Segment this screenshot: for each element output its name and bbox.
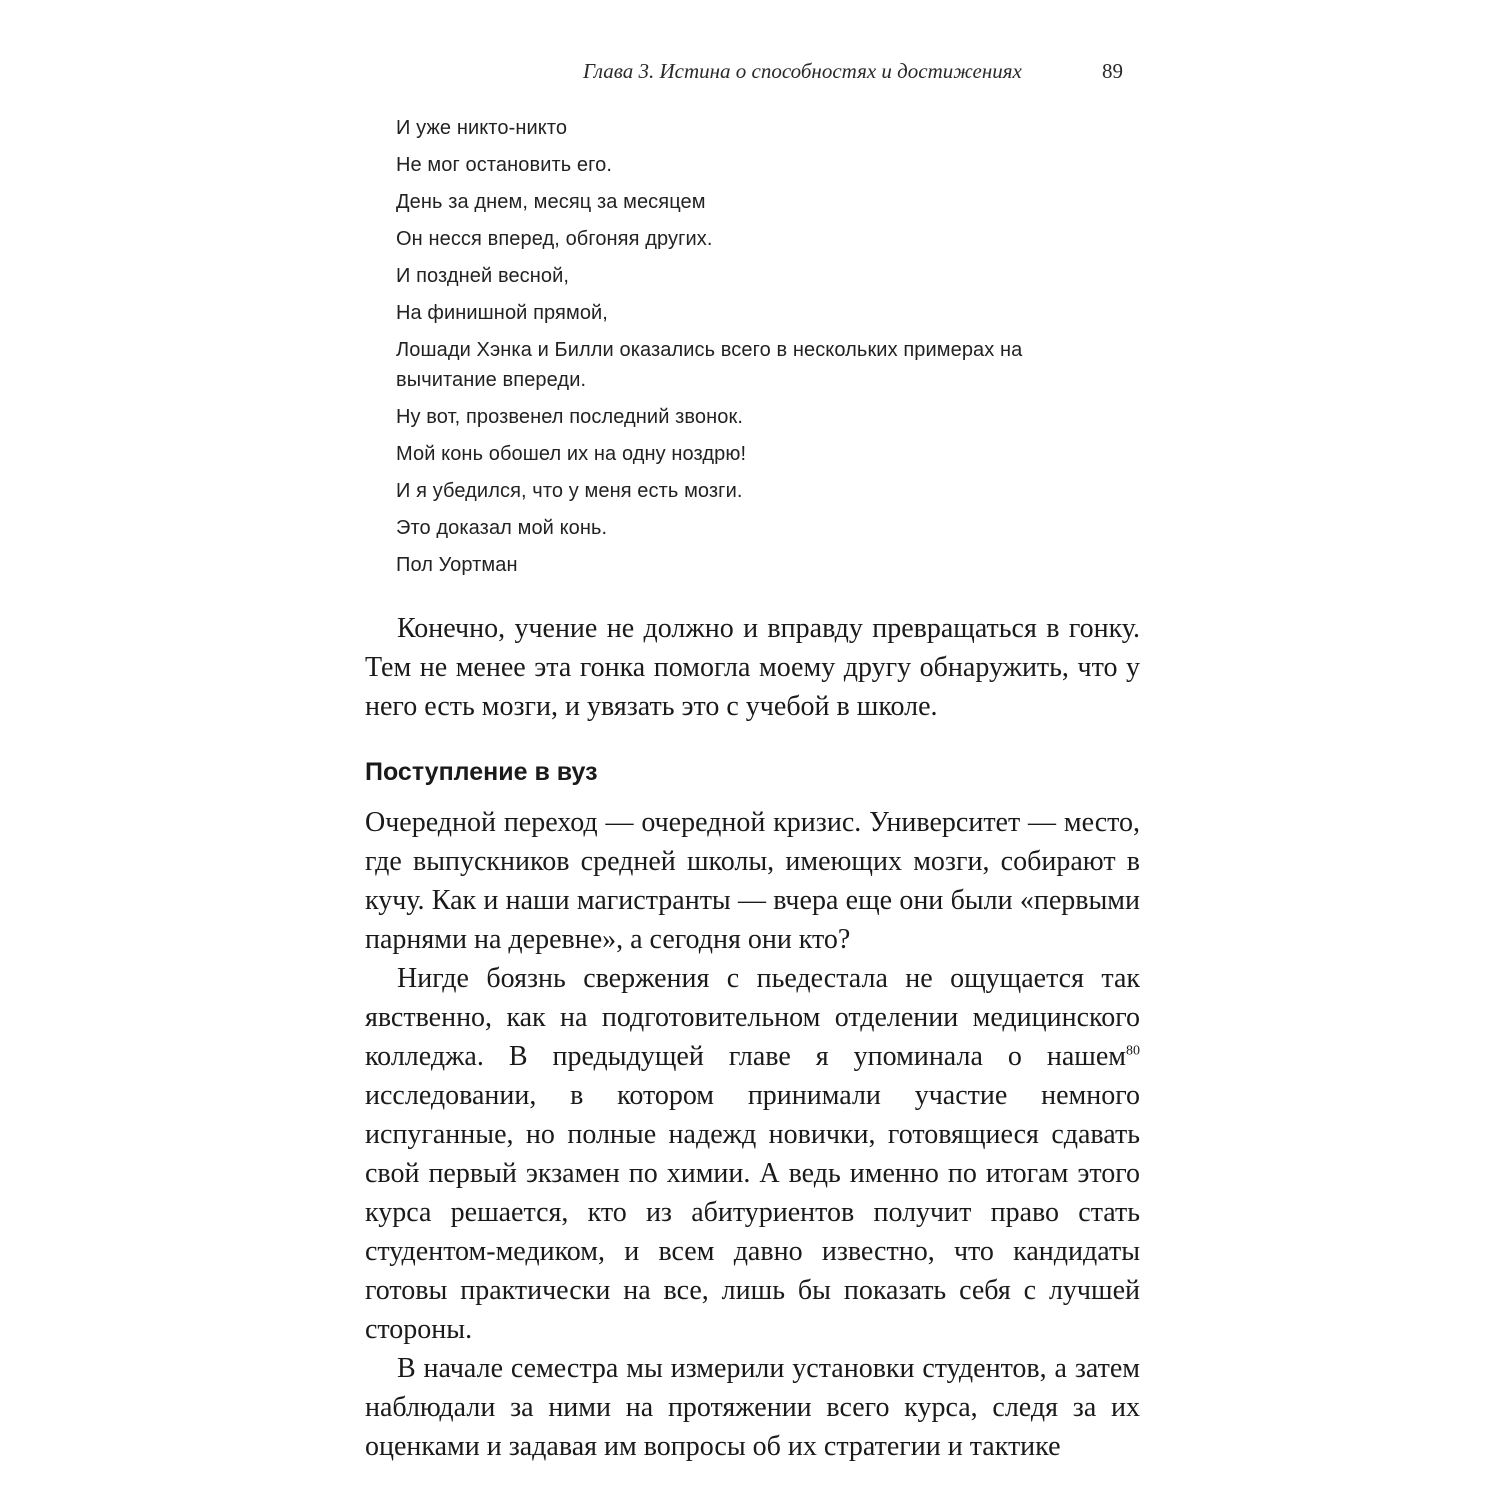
poem-line: На финишной прямой, (396, 302, 608, 324)
page-number: 89 (1102, 59, 1123, 83)
paragraph-text: Нигде боязнь свержения с пьедестала не ощущается так явственно, как на подготовительном отделении медицинского колледжа. В предыдущей главе я упоминала о нашем (365, 963, 1140, 1072)
poem-line: Не мог остановить его. (396, 154, 612, 176)
footnote-marker[interactable]: 80 (1126, 1043, 1140, 1059)
chapter-title: Глава 3. Истина о способностях и достижениях (583, 59, 1022, 83)
poem-line: Он несся вперед, обгоняя других. (396, 228, 713, 250)
poem-line: Лошади Хэнка и Билли оказались всего в нескольких примерах на вычитание впереди. (396, 339, 1023, 391)
paragraph (365, 609, 1140, 726)
section-body (365, 803, 1140, 1466)
running-header (583, 58, 1143, 88)
poem-line: Мой конь обошел их на одну ноздрю! (396, 443, 747, 465)
poem (396, 113, 1126, 587)
section-heading: Поступление в вуз (365, 758, 598, 786)
paragraph-text: В начале семестра мы измерили установки студентов, а затем наблюдали за ними на протяжении всего курса, следя за их оценками и задавая им вопросы об их стратегии и тактике (365, 1353, 1140, 1462)
poem-line: И поздней весной, (396, 265, 570, 287)
paragraph-text: исследовании, в котором принимали участие немного испуганные, но полные надежд новички, готовящиеся сдавать свой первый экзамен по химии. А ведь именно по итогам этого курса решается, кто из абитуриентов получит право стать студентом-медиком, и всем давно известно, что кандидаты готовы практически на все, лишь бы показать себя с лучшей стороны. (365, 1080, 1140, 1345)
poem-line: Это доказал мой конь. (396, 517, 608, 539)
poem-line: День за днем, месяц за месяцем (396, 191, 706, 213)
poem-line: И я убедился, что у меня есть мозги. (396, 480, 743, 502)
paragraph-with-footnote (365, 959, 1140, 1349)
poem-line: Ну вот, прозвенел последний звонок. (396, 406, 744, 428)
poem-author: Пол Уортман (396, 554, 518, 576)
paragraph-text: Очередной переход — очередной кризис. Университет — место, где выпускников средней школы, имеющих мозги, собирают в кучу. Как и наши магистранты — вчера еще они были «первыми парнями на деревне», а сегодня они кто? (365, 807, 1140, 955)
poem-line: И уже никто-никто (396, 117, 568, 139)
paragraph-text: Конечно, учение не должно и вправду превращаться в гонку. Тем не менее эта гонка помогла моему другу обнаружить, что у него есть мозги, и увязать это с учебой в школе. (365, 613, 1140, 722)
